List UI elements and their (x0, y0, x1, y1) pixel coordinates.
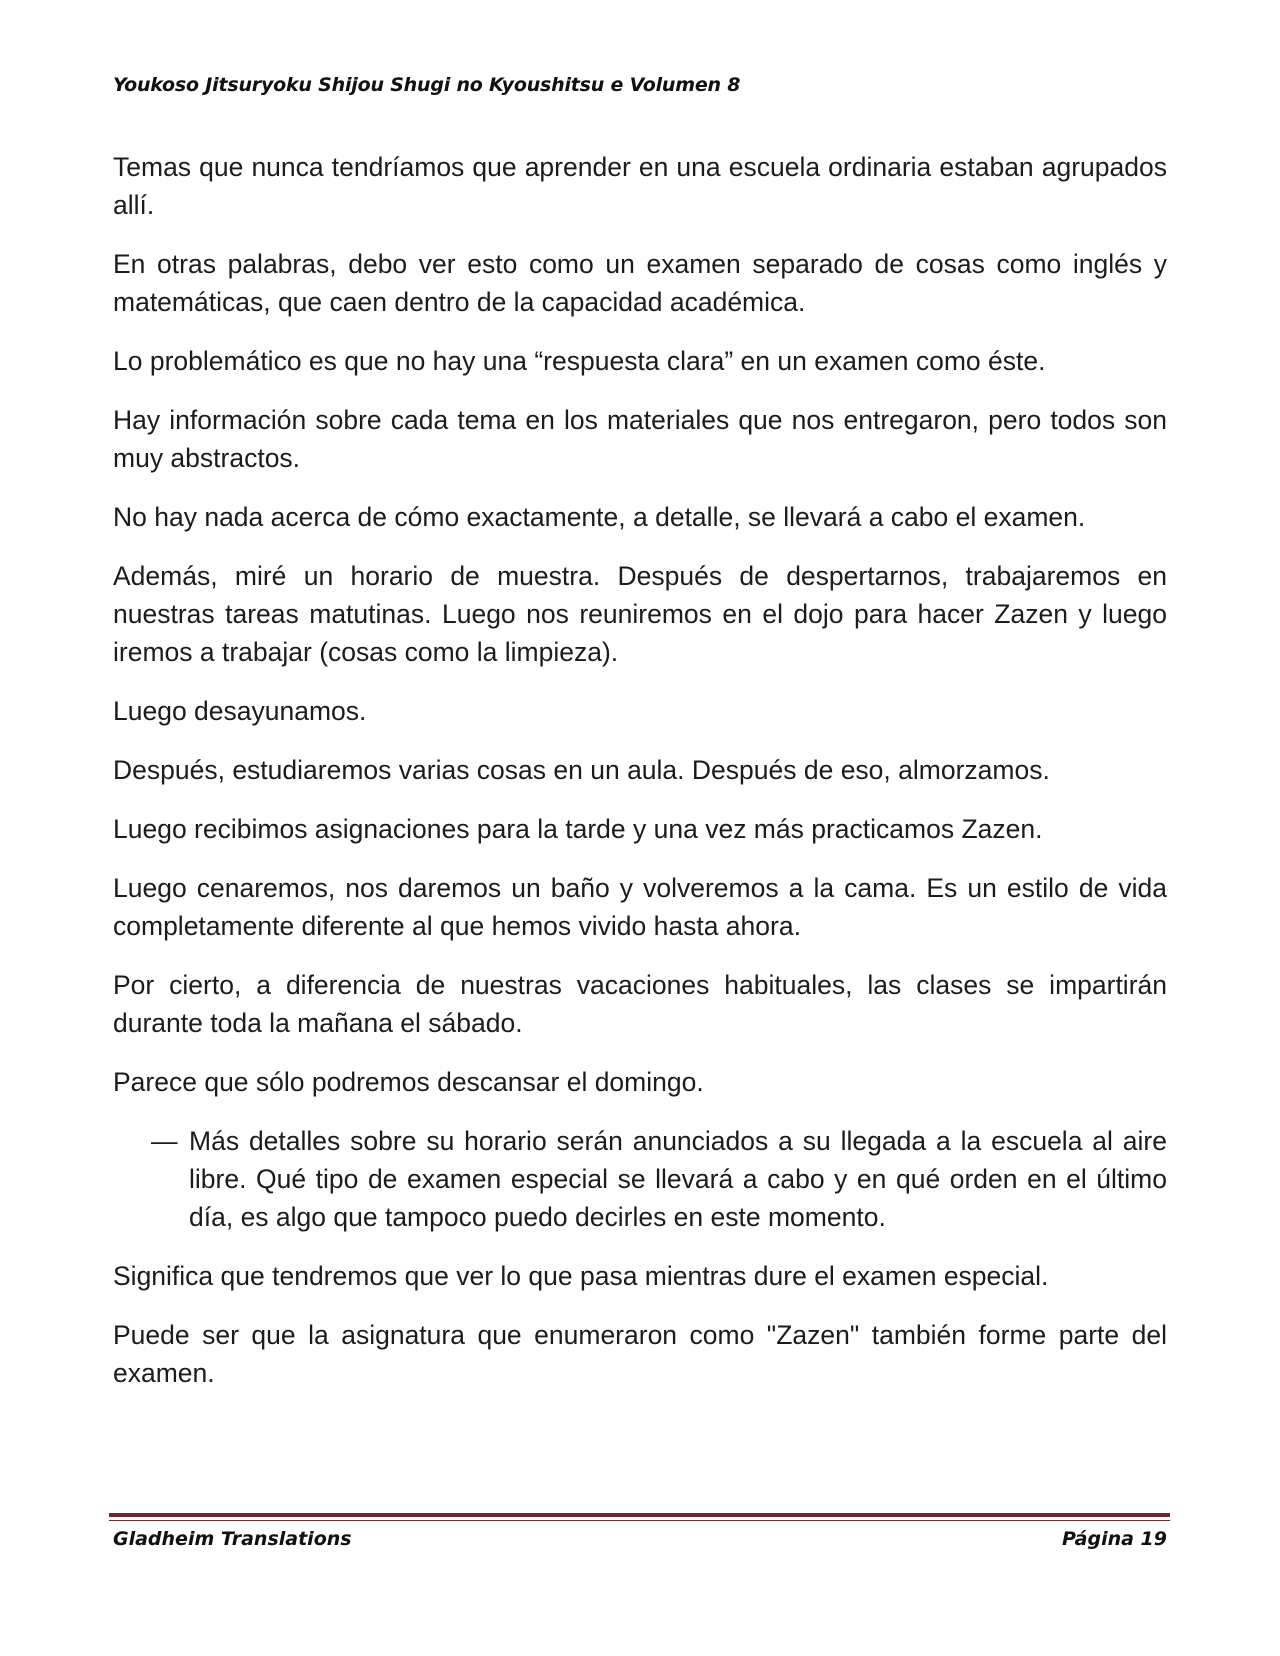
paragraph: Temas que nunca tendríamos que aprender en una escuela ordinaria estaban agrupados allí. (113, 152, 1167, 220)
dialogue-text: Más detalles sobre su horario serán anunciados a su llegada a la escuela al aire libre. Qué tipo de examen especial se llevará a cabo y en qué orden en el último día, es algo que tampoco puedo decirles en este momento. (189, 1126, 1167, 1232)
page-number: Página 19 (1061, 1528, 1167, 1550)
document-body (113, 148, 1167, 1413)
paragraph: En otras palabras, debo ver esto como un examen separado de cosas como inglés y matemáticas, que caen dentro de la capacidad académica. (113, 249, 1167, 317)
paragraph: Luego recibimos asignaciones para la tarde y una vez más practicamos Zazen. (113, 814, 1043, 844)
dialogue-dash: — (151, 1126, 178, 1156)
paragraph: Puede ser que la asignatura que enumeraron como "Zazen" también forme parte del examen. (113, 1320, 1167, 1388)
paragraph: Por cierto, a diferencia de nuestras vacaciones habituales, las clases se impartirán durante toda la mañana el sábado. (113, 970, 1167, 1038)
paragraph: Lo problemático es que no hay una “respuesta clara” en un examen como éste. (113, 346, 1046, 376)
paragraph: Significa que tendremos que ver lo que pasa mientras dure el examen especial. (113, 1261, 1049, 1291)
paragraph: Hay información sobre cada tema en los materiales que nos entregaron, pero todos son muy abstractos. (113, 405, 1167, 473)
footer-credit: Gladheim Translations (113, 1528, 352, 1550)
paragraph: Después, estudiaremos varias cosas en un aula. Después de eso, almorzamos. (113, 755, 1050, 785)
page-header-title: Youkoso Jitsuryoku Shijou Shugi no Kyoushitsu e Volumen 8 (113, 74, 741, 96)
footer-divider (109, 1513, 1170, 1517)
dialogue-paragraph (113, 1122, 1167, 1236)
paragraph: Luego desayunamos. (113, 696, 367, 726)
paragraph: Parece que sólo podremos descansar el domingo. (113, 1067, 704, 1097)
footer-divider-thin (109, 1520, 1170, 1521)
paragraph: No hay nada acerca de cómo exactamente, a detalle, se llevará a cabo el examen. (113, 502, 1086, 532)
paragraph: Luego cenaremos, nos daremos un baño y volveremos a la cama. Es un estilo de vida completamente diferente al que hemos vivido hasta ahora. (113, 873, 1167, 941)
paragraph: Además, miré un horario de muestra. Después de despertarnos, trabajaremos en nuestras tareas matutinas. Luego nos reuniremos en el dojo para hacer Zazen y luego iremos a trabajar (cosas como la limpieza). (113, 561, 1167, 667)
